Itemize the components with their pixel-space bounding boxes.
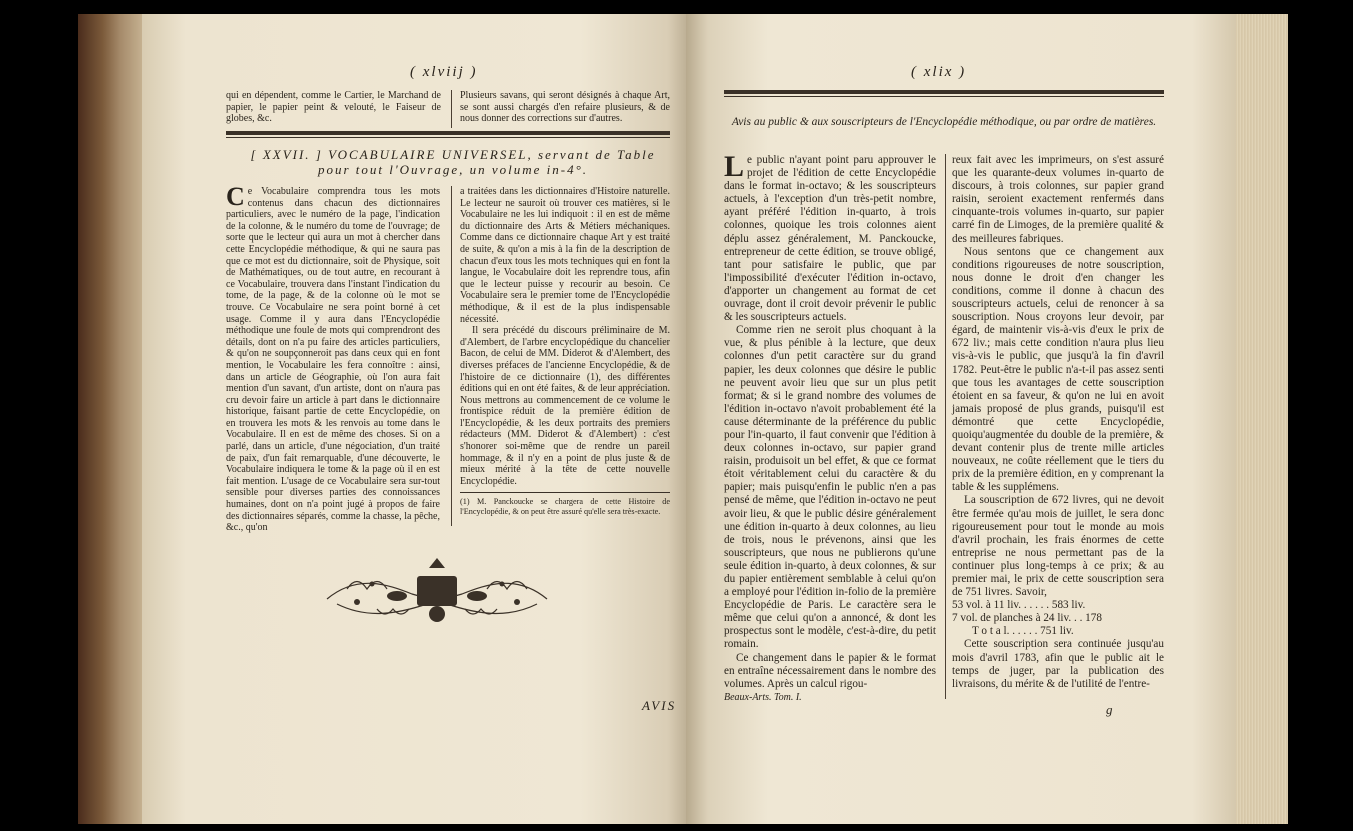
right-col2-body — [952, 154, 1164, 702]
price-line-total: T o t a l. . . . . . 751 liv. — [972, 625, 1074, 638]
column-divider — [451, 90, 452, 128]
left-col2-text-b: Il sera précédé du discours préliminaire de M. d'Alembert, de l'arbre encyclopédique du chancelier Bacon, de celui de MM. Diderot & d'Alembert, des diverses préfaces de l'ancienne Encyclopédie, & de l'histoire de ce dictionnaire (1), des différentes éditions qui en ont été faites, & de leur appréciation. Nous mettrons au commencement de ce volume le frontispice réduit de la première édition de l'Encyclopédie, & les deux portraits des premiers rédacteurs (MM. Diderot & d'Alembert) : c'est s'honorer soi-même que de rendre un pareil hommage, & il n'y en a point de plus juste & de mieux mérité à la tête de cette nouvelle Encyclopédie. — [460, 325, 670, 487]
section-heading: [ XXVII. ] VOCABULAIRE UNIVERSEL, servant de Table pour tout l'Ouvrage, un volume in-4°. — [250, 147, 656, 177]
price-line-volumes: 53 vol. à 11 liv. . . . . . 583 liv. — [952, 599, 1086, 612]
left-col1-text: e Vocabulaire comprendra tous les mots contenus dans chacun des dictionnaires particuliers, avec le numéro de la page, l'indication de la colonne, & le numéro du tome de l'ouvrage; de sorte que le lecteur qui aura un mot à chercher dans cette Encyclopédie méthodique, & qui ne saura pas que ce mot est du dictionnaire, soit de Physique, soit de Mathématiques, ou de tout autre, en recourant à ce Vocabulaire, trouvera dans l'instant l'indication du tome, de la page, & de la colonne où le mot se trouve. Ce Vocabulaire ne sera point borné à cet usage. Comme il y aura dans l'Encyclopédie méthodique une foule de mots qui comprendront des détails, dont on n'a pu faire des articles particuliers, & qu'on ne soupçonneroit pas dans ceux qui en font mention, le Vocabulaire les fera connoître : ainsi, dans un article de Géographie, où l'on aura fait mention d'un savant, d'un artiste, dont on n'aura pas cru devoir faire un article à part dans le dictionnaire historique, faisant partie de cette Encyclopédie, on en trouvera les mots & les renvois au tome dans le Vocabulaire. Il en est de même des choses. Si on a parlé, dans un article, d'une négociation, d'un traité de paix, d'un fait remarquable, d'une découverte, le Vocabulaire indiquera le tome & la page où il en est fait mention. L'usage de ce Vocabulaire sera sur-tout sensible pour diverses parties des connoissances humaines, dont on n'a point jugé à propos de faire des dictionnaires séparés, comme la chasse, la pêche, &c., qu'on — [226, 186, 440, 534]
right-col1-body — [724, 150, 936, 694]
ornamental-rule-thin — [226, 137, 670, 138]
catchword: g — [1106, 702, 1115, 717]
right-col1-text: e public n'ayant point paru approuver le projet de l'édition de cette Encyclopédie dans le format in-octavo; & les souscripteurs actuels, à l'exception d'un très-petit nombre, ayant préféré l'édition in-quarto, à trois colonnes, quoique les trois colonnes aient déplu assez généralement, M. Panckoucke, entrepreneur de cette édition, se trouve obligé, tant pour satisfaire le public, que par l'impossibilité d'exécuter l'édition in-octavo, d'apporter un changement au format de cet ouvrage, dont il croit devoir prévenir le public & les souscripteurs actuels. — [724, 154, 936, 324]
right-col1-text-b: Comme rien ne seroit plus choquant à la vue, & plus pénible à la lecture, que deux colonnes d'un petit caractère sur du grand papier, les deux colonnes que désire le public ne peuvent avoir lieu que sur un plus petit format; & si le grand nombre des volumes de l'édition in-octavo n'avoit probablement été la cause déterminante de la préférence du public pour l'in-quarto, il faut convenir que l'édition à deux colonnes in-octavo, sur papier grand raisin, produisoit un bel effet, & que ce format étoit véritablement celui du caractère & du papier; mais puisqu'enfin le public n'en a pas pensé de même, que l'édition in-octavo ne peut avoir lieu, & que le public désire généralement une édition in-quarto à deux colonnes, au lieu de trois, nous le prévenons, ainsi que les souscripteurs, que nous ne publierons qu'une seule édition in-quarto, à deux colonnes, & sur du papier entièrement semblable à celui qu'on a employé pour l'édition in-folio de la première Encyclopédie de Paris. Le caractère sera le même que celui qu'on a annoncé, & dont les prospectus sont le modèle, c'est-à-dire, du petit romain. — [724, 324, 936, 651]
column-divider — [945, 154, 946, 699]
column-divider — [451, 186, 452, 526]
book-cover-edge — [78, 14, 148, 824]
right-page — [686, 14, 1236, 824]
price-line-plates: 7 vol. de planches à 24 liv. . . 178 — [952, 612, 1102, 625]
left-page — [142, 14, 690, 824]
right-col1-text-c: Ce changement dans le papier & le format en entraîne nécessairement dans le nombre des volumes. Après un calcul rigou- — [724, 651, 936, 690]
dropcap: L — [724, 150, 745, 183]
catchword: AVIS — [642, 698, 677, 713]
open-book — [78, 14, 1288, 824]
right-col2-text-b: Nous sentons que ce changement aux conditions rigoureuses de notre souscription, nous donne le droit d'en changer les conditions, comme il donne à chacun des souscripteurs actuels, celui de renoncer à sa souscription. Nous croyons leur devoir, par égard, de maintenir vis-à-vis d'eux le prix de 672 liv.; mais cette condition n'aura plus lieu vis-à-vis le public, que jusqu'à la fin d'avril 1782. Peut-être le public n'a-t-il pas assez senti que tous les avantages de cette souscription étoient en sa faveur, & qu'on ne lui en avoit jamais proposé de plus grands, puisqu'il est démontré que cette Encyclopédie, quoiqu'augmentée du double de la première, & devant contenir plus de trente mille articles nouveaux, ne coûte réellement que le tiers du prix de la première édition, en y comprenant la table & les supplémens. — [952, 245, 1164, 494]
avis-heading: Avis au public & aux souscripteurs de l'Encyclopédie méthodique, ou par ordre de matières. — [731, 116, 1157, 128]
signature-mark: Beaux-Arts. Tom. I. — [724, 692, 802, 703]
right-col2-text: reux fait avec les imprimeurs, on s'est assuré que les quarante-deux volumes in-quarto de discours, à trois colonnes, sur papier grand raisin, seroient exactement renfermés dans cinquante-trois volumes in-quarto, sur papier carré fin de Limoges, de la première qualité & des meilleures fabriques. — [952, 154, 1164, 245]
ornamental-rule-thin — [724, 96, 1164, 97]
page-block-edge — [1236, 14, 1288, 824]
left-page-number: ( xlviij ) — [410, 64, 478, 80]
dropcap: C — [226, 182, 245, 211]
left-col2-body — [460, 186, 670, 486]
engraved-ornament — [317, 554, 557, 634]
left-col2-text: a traitées dans les dictionnaires d'Histoire naturelle. Le lecteur ne sauroit où trouver ces matières, si le Vocabulaire ne les lui indiquoit : il en est de même du dictionnaire des Arts & Métiers méchaniques. Comme dans ce dictionnaire chaque Art y est traité de suite, & qu'on a mis à la fin de la description de chacun d'eux tous les mots techniques qui en font la langue, le Vocabulaire doit les reprendre tous, afin que le lecteur puisse y recourir au besoin. Ce Vocabulaire sera le premier tome de l'Encyclopédie méthodique, & il est de la plus indispensable nécessité. — [460, 186, 670, 325]
footnote: (1) M. Panckoucke se chargera de cette Histoire de l'Encyclopédie, & on peut être assuré qu'elle sera très-exacte. — [460, 497, 670, 516]
left-top-col1: qui en dépendent, comme le Cartier, le Marchand de papier, le papier peint & velouté, le Faiseur de globes, &c. — [226, 90, 441, 125]
footnote-rule — [460, 492, 670, 493]
left-col1-body — [226, 182, 440, 534]
right-col2-text-c: La souscription de 672 livres, qui ne devoit être fermée qu'au mois de juillet, le sera donc rigoureusement pour tout le monde au mois d'avril prochain, les frais énormes de cette entreprise ne nous permettant pas de la continuer plus long-temps à ce prix; & au premier mai, le prix de cette souscription sera de 751 livres. Savoir, — [952, 494, 1164, 599]
ornamental-rule — [226, 131, 670, 135]
right-page-number: ( xlix ) — [911, 64, 967, 80]
left-top-col2: Plusieurs savans, qui seront désignés à chaque Art, se sont aussi chargés d'en refaire plusieurs, & de nous donner des corrections sur d'autres. — [460, 90, 670, 125]
ornamental-rule — [724, 90, 1164, 94]
right-col2-text-d: Cette souscription sera continuée jusqu'au mois d'avril 1783, afin que le public ait le temps de juger, par la publication des livraisons, du mérite & de l'utilité de l'entre- — [952, 638, 1164, 690]
